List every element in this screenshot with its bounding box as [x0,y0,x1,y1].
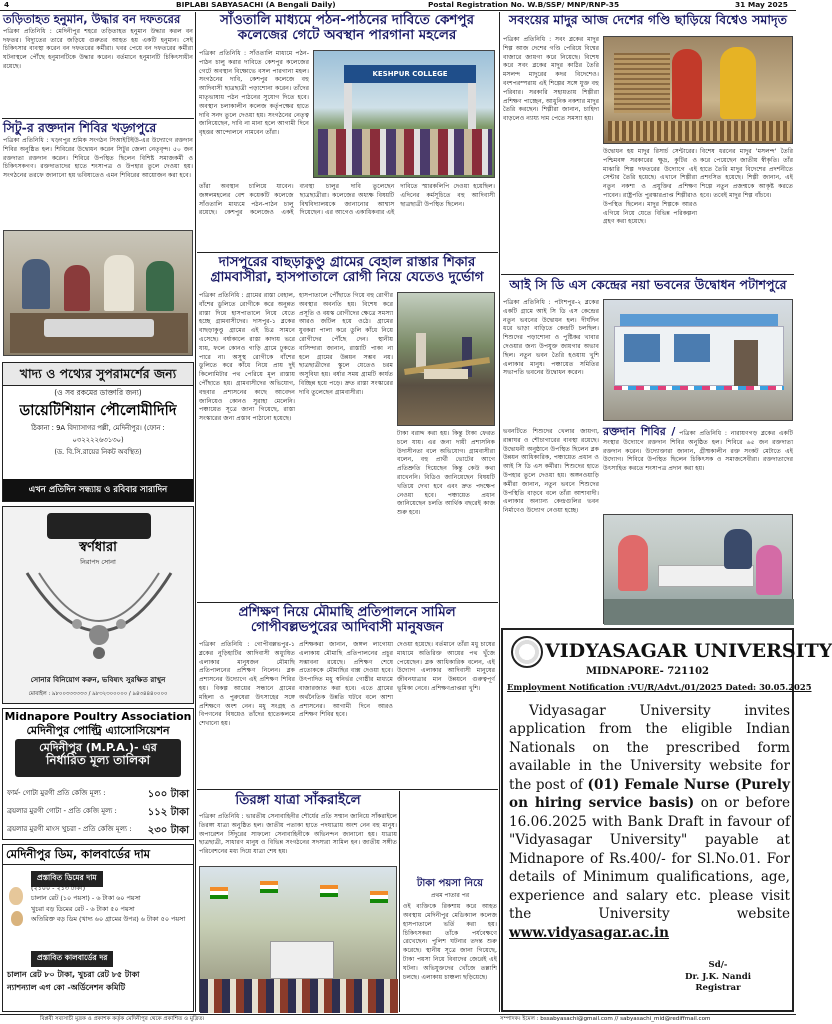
article-body: তাঁরা অবস্থান চালিয়ে যাবেন। জঙ্গলমহলের বেশ কয়েকটি কলেজে সাঁওতালি মাধ্যমে পঠন-পাঠন চালু রয়েছে। কেশপুর কলেজেও একই ব্যবস্থা চালুর দাবি তুলেছেন ছাত্রছাত্রীরা। কলেজের অধ্যক্ষ বিষয়টি বিশ্ববিদ্যালয়কে জানানোর আশ্বাস দিয়েছেন। এর আগেও একাধিকবার এই দাবিতে স্মারকলিপি দেওয়া হয়েছিল। এদিনের কর্মসূচিতে বহু আদিবাসী ছাত্রছাত্রী উপস্থিত ছিলেন। [199,183,495,217]
poultry-price-row: ফার্ম- গোটা মুরগী প্রতি কেজি মূল্য : ১০০ টাকা [7,789,189,800]
paper-name: BIPLABI SABYASACHI (A Bengali Daily) [176,0,336,9]
footer-right: সম্পাদক। ইমেল : bssabyasachi@gmail.com // sabyasachi_mid@rediffmail.com [500,1016,711,1022]
article-body: পত্রিকা প্রতিনিধি : মেদিনীপুর শহরে তড়িতাহত হনুমান উদ্ধার করল বন দফতর। বিদ্যুতের তারে জড়িয়ে গুরুতর আহত হয় একটি হনুমান। সেই চিকিৎসার ব্যবস্থা করেন বন দফতরের কর্মীরা। খবর পেয়ে বন দফতরের কর্মীরা ঘটনাস্থলে পৌঁছে হনুমানটিকে উদ্ধার করেন। বর্তমানে হনুমানটি চিকিৎসাধীন রয়েছে। [3,27,193,71]
divider [399,791,400,1012]
masthead-rule [0,10,796,11]
jewellery-brand-sub: নিরাপদ সোনা [80,558,116,566]
ad-address-note: (ড. বি.সি.রায়ের নিকট অবস্থিত) [54,448,142,457]
egg-price-line: (২১০০ - ২১৩ টাকা) [31,884,86,892]
article-body: ওই ব্যক্তিকে রিকশায় করে আহত অবস্থায় মেদিনীপুর মেডিক্যাল কলেজ হাসপাতালে ভর্তি করা হয়। চিকিৎসকরা তাঁকে পর্যবেক্ষণে রেখেছেন। পুলিশ ঘটনার তদন্ত শুরু করেছে। স্থানীয় সূত্রে জানা গিয়েছে, টাকা পয়সা নিয়ে বিবাদের জেরেই এই ঘটনা। অভিযুক্তদের খোঁজে তল্লাশি চলছে। এলাকায় চাঞ্চল্য ছড়িয়েছে। [403,903,497,981]
article-headline: সাঁওতালি মাধ্যমে পঠন-পাঠনের দাবিতে কেশপুর কলেজের গেটে অবস্থান পারগানা মহলের [219,12,475,44]
article-body: পত্রিকা প্রতিনিধি : পটাশপুর-২ ব্লকের একটি গ্রামে আই সি ডি এস কেন্দ্রের নতুন ভবনের উদ্বোধন হল। দীর্ঘদিন ধরে ভাড়া বাড়িতে কেন্দ্রটি চলছিল। শিশুদের পড়াশোনা ও পুষ্টিকর খাবার দেওয়ার জন্য উপযুক্ত জায়গার অভাব ছিল। নতুন ভবন তৈরি হওয়ায় খুশি এলাকার মানুষ। পঞ্চায়েত সমিতির সভাপতি ভবনের উদ্বোধন করেন। [503,299,599,377]
ad-name: ডায়েটিশিয়ান পৌলোমীদিদি [19,403,177,419]
egg-price-line: চালান রেট (১০ পয়সা) - ৬ টাকা ৬০ পয়সা [31,894,141,903]
ad-hours: এখন প্রতিদিন সন্ধ্যায় ও রবিবার সারাদিন [3,479,193,501]
divider [197,602,498,603]
poultry-price-row: ব্রয়লার মুরগী মাংস খুচরা - প্রতি কেজি মূল্য : ২৩০ টাকা [7,825,189,836]
egg-icon [11,911,23,926]
ad-subline: (ও সব রকমের ডাক্তারি জন্য) [54,388,142,397]
egg-price-line: খুচরা বড় ডিমের রেট - ৬ টাকা ৫০ পয়সা [31,904,135,913]
university-place: MIDNAPORE- 721102 [585,666,710,677]
column-rule [499,12,500,1012]
divider [501,274,794,275]
poultry-sub1: মেদিনীপুর (M.P.A.)- এর [39,741,157,754]
article-body: পত্রিকা প্রতিনিধি : নারায়ণগড় ব্লকের একটি সংস্থার উদ্যোগে রক্তদান শিবির অনুষ্ঠিত হল। শিবিরে ৬৫ জন রক্তদাতা রক্তদান করেন। উদ্যোক্তারা জানান, গ্রীষ্মকালীন রক্ত সংকট মেটাতে এই উদ্যোগ। শিবিরে উপস্থিত ছিলেন চিকিৎসক ও সমাজসেবীরা। রক্তদাতাদের উৎসাহিত করতে শংসাপত্র প্রদান করা হয়। [603,430,793,473]
article-headline: টাকা পয়সা নিয়ে [416,878,484,889]
poultry-sub2: নির্ধারিত মূল্য তালিকা [45,753,150,768]
egg-price-line: অতিরিক্ত বড় ডিম (খাদ্য ৬০ গ্রামের উপর) ৬ টাকা ৫০ পয়সা [31,914,186,923]
keshpur-protest-photo [313,50,495,178]
ad-dietitian [2,362,194,502]
article-headline: প্রশিক্ষণ নিয়ে মৌমাছি প্রতিপালনে সামিল গোপীবল্লভপুরের আদিবাসী মানুষজন [238,605,456,635]
poultry-title-en: Midnapore Poultry Association [4,710,192,723]
egg-tag: প্রস্তাবিত ডিমের দাম [31,871,103,887]
university-seal-icon [511,636,543,668]
issue-date: 31 May 2025 [735,0,788,9]
divider [2,118,194,119]
notification-body: Vidyasagar University invites application from the eligible Indian Nationals on the prescribed form available in the University website for the post of (01) Female Nurse (Purely on hiring service basis) on or before 16.06.2025 with Bank Draft in favour of "Vidyasagar University" payable at Midnapore of Rs.400/- for Sl.No.01. For details of Minimum qualifications, age, experience and salary etc. please visit the University website www.vidyasagar.ac.in [509,703,791,941]
article-body: পত্রিকা প্রতিনিধি : গোপীবল্লভপুর-১ ব্লকের নুড়িহাটির আদিবাসী অধ্যুষিত এলাকার মানুষজন মৌমাছি প্রতিপালনের প্রশিক্ষণ নিলেন। ব্লক প্রশাসনের উদ্যোগে এই প্রশিক্ষণ শিবির হয়। বিকল্প আয়ের সন্ধানে গ্রামের মহিলা ও পুরুষেরা উৎসাহের সঙ্গে প্রশিক্ষণে অংশ নেন। মধু সংগ্রহ ও বিপণনের বিষয়েও তাঁদের হাতেকলমে শেখানো হয়। [199,641,295,728]
employment-notification: Employment Notification :VU/R/Advt./01/2025 Dated: 30.05.2025 [507,682,812,692]
ad-egg-prices [2,844,194,1012]
article-body: পত্রিকা প্রতিনিধি : গ্রামের রাস্তা বেহাল, বাঁশের ডুলিতে রোগীকে করে অনুন্নত রাস্তা দিয়ে হাসপাতালে নিয়ে যেতে হচ্ছে গ্রামবাসীদের। দাসপুর-১ ব্লকের বাছড়াকুণ্ডু গ্রামের এই চিত্র সামনে এসেছে। বর্ষাকালে রাস্তা কাদায় ভরে যায়, ফলে কোনও গাড়ি গ্রামে ঢুকতে পারে না। অসুস্থ রোগীকে বাঁশের ডুলিতে করে কাঁধে নিয়ে প্রায় দুই কিলোমিটার পথ পেরিয়ে মূল রাস্তায় পৌঁছাতে হয়। গ্রামবাসীদের অভিযোগ, বহুবার প্রশাসনের কাছে আবেদন জানিয়েও কোনও সুরাহা মেলেনি। পঞ্চায়েত সূত্রে জানা গিয়েছে, রাস্তা সংস্কারের জন্য প্রস্তাব পাঠানো হয়েছে। [199,292,295,423]
ad-headline: খাদ্য ও পথ্যের সুপরামর্শের জন্য [3,363,193,386]
mat-weaving-photo [603,36,793,144]
jewellery-slogan: সোনার বিনিয়োগ করুন, ভবিষ্যৎ সুরক্ষিত রাখুন [30,675,166,684]
article-taka-poisa [403,878,497,1012]
ad-jewellery [2,506,194,704]
university-website-link[interactable]: www.vidyasagar.ac.in [509,924,670,941]
university-name: VIDYASAGAR UNIVERSITY [545,640,832,662]
footer-left: বিপ্লবী সব্যসাচী মুদ্রক ও প্রকাশক কর্তৃক মেদিনীপুর থেকে প্রকাশিত ও মুদ্রিত। [40,1016,205,1022]
article-hanuman [3,13,193,115]
article-body: পত্রিকা প্রতিনিধি : সবং ব্লকের মাদুর শিল্প আজ দেশের গণ্ডি পেরিয়ে বিশ্বের বাজারে জায়গা করে নিয়েছে। বিশেষ করে সবং ব্লকের মাদুর কাঠির তৈরি মসলন্দ মাদুরের কদর বিদেশেও। বংশপরম্পরায় এই শিল্পের সঙ্গে যুক্ত বহু পরিবার। সরকারি সহায়তায় শিল্পীরা প্রশিক্ষণ পাচ্ছেন, আধুনিক নকশার মাদুর তৈরি করছেন। শিল্পীরা জানান, চাহিদা বাড়লেও ন্যায্য দাম পেতে সমস্যা হয়। [503,36,599,123]
bird-price-line: ন্যাশন্যাল এগ কো -অর্ডিনেশন কমিটি [7,982,126,992]
article-blood-camp [603,426,793,514]
signature-sd: Sd/- [708,960,728,970]
college-gate-sign: KESHPUR COLLEGE [344,65,476,83]
divider [197,789,498,790]
article-headline: সিটু-র রক্তদান শিবির খড়্গপুরে [3,120,157,135]
poultry-title-bn: মেদিনীপুর পোল্ট্রি এ্যাসোসিয়েশন [26,724,170,738]
ad-address: ঠিকানা : 9A বিদ্যাসাগর পল্লী, মেদিনীপুর। (ফোন : ০৩২২২২৬৩১৩০) [31,424,165,445]
post-title: (01) Female Nurse (Purely on hiring service basis) [509,776,790,812]
tiranga-rally-photo [199,866,397,1012]
signature-block [643,960,793,995]
stretcher-village-photo [397,292,495,426]
icds-building-photo [603,299,793,421]
necklace-icon [17,569,181,669]
article-byline: প্রথম পাতার পর [430,892,470,900]
article-body: হাসপাতালে পৌঁছাতে গিয়ে বহু রোগীর অবস্থার অবনতি হয়। বিশেষ করে প্রসূতি ও বয়স্ক রোগীদের ক্ষেত্রে সমস্যা আরও জটিল হয়ে ওঠে। গ্রামের যুবকরা পালা করে ডুলি কাঁধে নিয়ে রোগীদের পৌঁছে দেন। স্থানীয় বাসিন্দারা জানান, রাস্তাটি পাকা না হলে গ্রামের উন্নয়ন সম্ভব নয়। ছাত্রছাত্রীদের স্কুলে যেতেও চরম অসুবিধা হয়। বর্ষার সময় গ্রামটি কার্যত বিচ্ছিন্ন হয়ে পড়ে। দ্রুত রাস্তা সংস্কারের দাবি তুলেছেন গ্রামবাসীরা। [299,292,393,396]
egg-icon [9,887,23,905]
article-body: পত্রিকা প্রতিনিধি : ভারতীয় সেনাবাহিনীর শৌর্যের প্রতি সম্মান জানিয়ে সাঁকরাইলে তিরঙ্গা যাত্রা অনুষ্ঠিত হল। জাতীয় পতাকা হাতে পদযাত্রায় অংশ নেন বহু মানুষ। অপারেশন সিঁদুরের সাফল্যে সেনাবাহিনীকে অভিনন্দন জানানো হয়। যাত্রায় ছাত্রছাত্রী, সাধারণ মানুষ ও বিভিন্ন সংগঠনের সদস্যরা সামিল হন। জাতীয় সঙ্গীত পরিবেশনের মধ্য দিয়ে যাত্রা শেষ হয়। [199,813,397,856]
bird-price-lines [7,969,191,995]
column-rule [195,12,196,1012]
blood-donation-photo [603,514,793,624]
jewellery-brand: স্বর্ণধারা [79,540,117,555]
ad-vidyasagar-university [501,628,832,1012]
postal-registration: Postal Registration No. W.B/SSP/ MNP/RNP-35 [428,0,620,9]
article-body: পত্রিকা প্রতিনিধি : সাঁওতালি মাধ্যমে পঠন-পাঠন চালু করার দাবিতে কেশপুর কলেজের গেটে অবস্থান বিক্ষোভে বসল পারগানা মহল। সংগঠনের দাবি, কেশপুর কলেজে বহু আদিবাসী ছাত্রছাত্রী পড়াশোনা করেন। তাঁদের মাতৃভাষায় পঠন পাঠনের সুযোগ দিতে হবে। অবস্থান চলাকালীন কলেজ কর্তৃপক্ষের হাতে দাবি সনদ তুলে দেওয়া হয়। সংগঠনের নেতৃত্ব জানিয়েছেন, দাবি না মানা হলে আগামী দিনে বৃহত্তর আন্দোলনে নামবেন তাঁরা। [199,50,309,137]
article-citu-blood [3,121,193,227]
divider [197,252,498,253]
article-headline: তিরঙ্গা যাত্রা সাঁকরাইলে [235,792,361,808]
signer-title: Registrar [695,983,741,994]
ad-poultry [2,708,194,840]
article-headline: দাসপুরের বাছড়াকুণ্ডু গ্রামের বেহাল রাস্তার শিকার গ্রামবাসীরা, হাসপাতালে রোগী নিয়ে যেতেও দুর্ভোগ [210,255,484,285]
poultry-price-row: ব্রয়লার মুরগী গোটা - প্রতি কেজি মূল্য : ১১২ টাকা [7,807,189,818]
bird-price-line: চালান রেট ৮০ টাকা, খুচরা রেট ৮৫ টাকা [7,970,140,979]
article-body: প্রশিক্ষকরা জানান, জঙ্গল লাগোয়া এলাকায় মৌমাছি প্রতিপালনের প্রচুর সম্ভাবনা রয়েছে। প্রশিক্ষণ শেষে প্রত্যেককে মৌমাছির বাক্স দেওয়া হবে। উৎপাদিত মধু স্বনির্ভর গোষ্ঠীর মাধ্যমে বাজারজাত করা হবে। এতে গ্রামের অর্থনৈতিক উন্নতি ঘটবে বলে আশা প্রশাসনের। আগামী দিনে আরও প্রশিক্ষণ শিবির হবে। [299,641,393,719]
signer-name: Dr. J.K. Nandi [685,971,751,982]
article-headline: রক্তদান শিবির / [603,425,676,438]
article-headline: আই সি ডি এস কেন্দ্রের নয়া ভবনের উদ্বোধন পটাশপুরে [509,277,787,292]
blood-camp-photo [3,230,193,356]
article-body: দেওয়া হয়েছে। বর্তমানে তাঁরা মধু চাষের মাধ্যমে অতিরিক্ত আয়ের পথ খুঁজে পেয়েছেন। ব্লক আধিকারিক বলেন, এই উদ্যোগ এলাকার আদিবাসী মানুষের জীবনযাত্রার মান উন্নয়নে গুরুত্বপূর্ণ ভূমিকা নেবে। প্রশিক্ষণপ্রাপ্তরা খুশি। [397,641,495,692]
jewellery-contact: মোবাইল : ৯৮০০৩৩৩৩৩৩ / ৯৮৩২৩০০০০০ / ৯৪৩৪৪৪০০০০ [28,691,168,697]
article-body: বিশেষ ধরনের মাদুর 'মসলন্দ' তৈরি করে পেয়েছেন জাতীয় স্বীকৃতি। তাঁর হাতে তৈরি মাদুর বিদেশের প্রদর্শনীতে প্রশংসিত হয়েছে। শিল্পী জানান, এই শিল্পে নতুন প্রজন্মকে আকৃষ্ট করতে হবে। তবেই মাদুর শিল্প বাঁচবে। [700,148,793,199]
article-headline: তড়িতাহত হনুমান, উদ্ধার বন দফতরের [3,12,181,26]
masthead [0,0,796,9]
page-number: 4 [4,0,10,9]
egg-ad-title: মেদিনীপুর ডিম, কালবার্ডের দাম [3,845,193,865]
egg-tag: প্রস্তাবিত কালবার্ডের দর [31,951,113,967]
article-body: ভবনটিতে শিশুদের খেলার জায়গা, রান্নাঘর ও শৌচাগারের ব্যবস্থা রয়েছে। উদ্বোধনী অনুষ্ঠানে উপস্থিত ছিলেন ব্লক উন্নয়ন আধিকারিক, পঞ্চায়েত প্রধান ও আই সি ডি এস কর্মীরা। শিশুদের হাতে উপহার তুলে দেওয়া হয়। অঙ্গনওয়াড়ি কর্মীরা জানান, নতুন ভবনে শিশুদের উপস্থিতি বাড়বে বলে তাঁরা আশাবাদী। এলাকার অন্যান্য কেন্দ্রগুলির ভবন নির্মাণেও উদ্যোগ নেওয়া হচ্ছে। [503,428,599,515]
article-headline: সবংয়ের মাদুর আজ দেশের গণ্ডি ছাড়িয়ে বিশ্বেও সমাদৃত [508,12,788,27]
article-body: পত্রিকা প্রতিনিধি : খড়্গপুর শ্রমিক সংগঠন সিআইটিইউ-এর উদ্যোগে রক্তদান শিবির অনুষ্ঠিত হল। শিবিরের উদ্বোধন করেন সিটুর জেলা নেতৃবৃন্দ। ৫০ জন রক্তদাতা রক্তদান করেন। শিবিরে উপস্থিত ছিলেন বিশিষ্ট সমাজকর্মী ও চিকিৎসকগণ। রক্তদাতাদের হাতে শংসাপত্র ও উপহার তুলে দেওয়া হয়। সংগঠনের তরফে জানানো হয় ভবিষ্যতেও এমন শিবিরের আয়োজন করা হবে। [3,137,193,180]
article-body: উদ্বোধন হয় মাদুর রিসার্চ সেন্টারের। পশ্চিমবঙ্গ সরকারের ক্ষুদ্র, কুটির ও মাঝারি শিল্প দফতরের উদ্যোগে এই সেন্টার তৈরি হয়েছে। এখানে শিল্পীরা নতুন নকশা ও প্রযুক্তির প্রশিক্ষণ পাবেন। রাষ্ট্রপতি পুরস্কারপ্রাপ্ত শিল্পীরাও উপস্থিত ছিলেন। মাদুর শিল্পকে আরও এগিয়ে নিয়ে যেতে বিভিন্ন পরিকল্পনা গ্রহণ করা হয়েছে। [603,148,697,226]
egg-price-lines [31,883,191,924]
article-body: টাকা বরাদ্দ করা হয়। কিন্তু টাকা ফেরত চলে যায়। এর জন্য দায়ী প্রশাসনিক উদাসীনতা বলে অভিযোগ। গ্রামবাসীরা বলেন, বহু প্রার্থী ভোটের আগে প্রতিশ্রুতি দিয়েছেন কিন্তু কেউ কথা রাখেননি। বিডিও জানিয়েছেন বিষয়টি খতিয়ে দেখা হবে এবং দ্রুত পদক্ষেপ নেওয়া হবে। পঞ্চায়েত প্রধান জানিয়েছেন চলতি আর্থিক বছরেই কাজ শুরু হবে। [397,430,495,517]
